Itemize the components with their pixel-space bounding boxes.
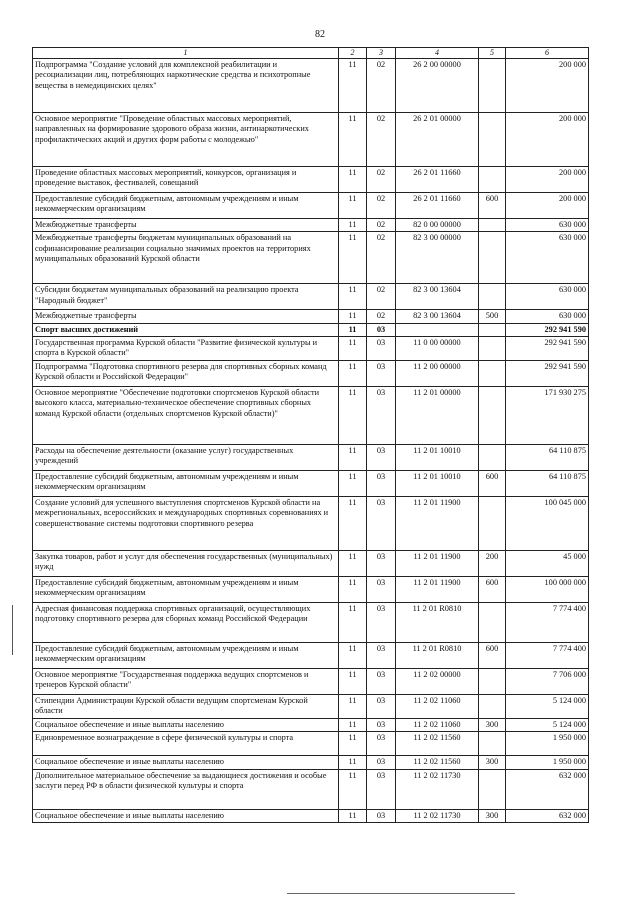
cell-name: Государственная программа Курской области "Развитие физической культуры и спорта в Курской области" xyxy=(33,337,339,361)
table-row xyxy=(33,361,589,387)
cell-expense-type xyxy=(479,669,506,695)
cell-expense-type xyxy=(479,232,506,284)
cell-target-article: 26 2 01 11660 xyxy=(396,167,479,193)
cell-expense-type: 600 xyxy=(479,643,506,669)
cell-target-article: 11 2 01 11900 xyxy=(396,497,479,551)
table-row xyxy=(33,232,589,284)
cell-target-article: 11 2 01 00000 xyxy=(396,387,479,445)
cell-subsection: 02 xyxy=(367,310,396,323)
cell-name: Дополнительное материальное обеспечение за выдающиеся достижения и особые заслуги перед РФ в области физической культуры и спорта xyxy=(33,769,339,809)
cell-expense-type xyxy=(479,167,506,193)
cell-name: Социальное обеспечение и иные выплаты населению xyxy=(33,756,339,769)
cell-subsection: 03 xyxy=(367,445,396,471)
cell-section: 11 xyxy=(339,603,367,643)
budget-table xyxy=(32,47,589,823)
table-row xyxy=(33,113,589,167)
cell-section: 11 xyxy=(339,497,367,551)
cell-expense-type xyxy=(479,603,506,643)
cell-section: 11 xyxy=(339,337,367,361)
cell-subsection: 03 xyxy=(367,643,396,669)
cell-amount: 630 000 xyxy=(506,284,589,310)
cell-subsection: 03 xyxy=(367,756,396,769)
cell-target-article: 11 2 02 00000 xyxy=(396,669,479,695)
cell-target-article xyxy=(396,323,479,336)
cell-target-article: 11 2 02 11060 xyxy=(396,695,479,719)
cell-subsection: 03 xyxy=(367,603,396,643)
cell-amount: 45 000 xyxy=(506,551,589,577)
cell-subsection: 03 xyxy=(367,361,396,387)
cell-name: Основное мероприятие "Проведение областных массовых мероприятий, направленных на формирование здорового образа жизни, антинаркотических профилактических акций и других форм работы с молодежью" xyxy=(33,113,339,167)
cell-amount: 292 941 590 xyxy=(506,337,589,361)
cell-name: Проведение областных массовых мероприятий, конкурсов, организация и проведение выставок, фестивалей, совещаний xyxy=(33,167,339,193)
cell-expense-type xyxy=(479,695,506,719)
cell-subsection: 02 xyxy=(367,59,396,113)
cell-section: 11 xyxy=(339,719,367,732)
cell-section: 11 xyxy=(339,769,367,809)
cell-name: Предоставление субсидий бюджетным, автономным учреждениям и иным некоммерческим организациям xyxy=(33,471,339,497)
cell-name: Социальное обеспечение и иные выплаты населению xyxy=(33,809,339,822)
table-row xyxy=(33,577,589,603)
cell-section: 11 xyxy=(339,219,367,232)
cell-subsection: 03 xyxy=(367,337,396,361)
cell-expense-type xyxy=(479,445,506,471)
cell-amount: 7 706 000 xyxy=(506,669,589,695)
table-row xyxy=(33,669,589,695)
cell-section: 11 xyxy=(339,232,367,284)
cell-name: Создание условий для успешного выступления спортсменов Курской области на межрегиональных, всероссийских и международных спортивных соревнованиях и совершенствование системы подготовки спортивного резерва xyxy=(33,497,339,551)
cell-target-article: 11 2 01 R0810 xyxy=(396,603,479,643)
cell-section: 11 xyxy=(339,643,367,669)
cell-section: 11 xyxy=(339,193,367,219)
table-body xyxy=(33,59,589,823)
column-header-amount: 6 xyxy=(506,48,589,59)
cell-expense-type xyxy=(479,59,506,113)
cell-name: Предоставление субсидий бюджетным, автономным учреждениям и иным некоммерческим организациям xyxy=(33,577,339,603)
cell-amount: 292 941 590 xyxy=(506,323,589,336)
cell-target-article: 11 2 01 10010 xyxy=(396,471,479,497)
cell-section: 11 xyxy=(339,445,367,471)
cell-target-article: 11 2 02 11560 xyxy=(396,756,479,769)
cell-subsection: 03 xyxy=(367,809,396,822)
cell-name: Расходы на обеспечение деятельности (оказание услуг) государственных учреждений xyxy=(33,445,339,471)
cell-target-article: 26 2 01 11660 xyxy=(396,193,479,219)
cell-target-article: 11 2 01 11900 xyxy=(396,577,479,603)
cell-section: 11 xyxy=(339,551,367,577)
cell-amount: 64 110 875 xyxy=(506,445,589,471)
table-row xyxy=(33,337,589,361)
cell-amount: 100 045 000 xyxy=(506,497,589,551)
cell-subsection: 03 xyxy=(367,695,396,719)
cell-name: Субсидии бюджетам муниципальных образований на реализацию проекта "Народный бюджет" xyxy=(33,284,339,310)
header-row xyxy=(33,48,589,59)
cell-target-article: 26 2 01 00000 xyxy=(396,113,479,167)
cell-section: 11 xyxy=(339,471,367,497)
cell-name: Основное мероприятие "Государственная поддержка ведущих спортсменов и тренеров Курской области" xyxy=(33,669,339,695)
column-header-expense-type: 5 xyxy=(479,48,506,59)
cell-amount: 632 000 xyxy=(506,769,589,809)
cell-target-article: 26 2 00 00000 xyxy=(396,59,479,113)
cell-name: Стипендии Администрации Курской области ведущим спортсменам Курской области xyxy=(33,695,339,719)
scan-artifact-line xyxy=(287,893,515,894)
cell-section: 11 xyxy=(339,695,367,719)
cell-name: Социальное обеспечение и иные выплаты населению xyxy=(33,719,339,732)
table-row xyxy=(33,497,589,551)
cell-name: Межбюджетные трансферты xyxy=(33,219,339,232)
cell-amount: 630 000 xyxy=(506,232,589,284)
cell-subsection: 02 xyxy=(367,232,396,284)
cell-subsection: 03 xyxy=(367,551,396,577)
cell-expense-type xyxy=(479,219,506,232)
cell-name: Межбюджетные трансферты xyxy=(33,310,339,323)
cell-subsection: 02 xyxy=(367,113,396,167)
cell-amount: 64 110 875 xyxy=(506,471,589,497)
cell-subsection: 02 xyxy=(367,284,396,310)
table-row xyxy=(33,310,589,323)
page-number: 82 xyxy=(315,29,325,40)
cell-expense-type: 600 xyxy=(479,193,506,219)
cell-expense-type: 200 xyxy=(479,551,506,577)
table-row xyxy=(33,769,589,809)
cell-section: 11 xyxy=(339,577,367,603)
cell-name: Подпрограмма "Подготовка спортивного резерва для спортивных сборных команд Курской области и Российской Федерации" xyxy=(33,361,339,387)
table-row xyxy=(33,219,589,232)
cell-expense-type: 300 xyxy=(479,719,506,732)
cell-section: 11 xyxy=(339,323,367,336)
cell-target-article: 11 2 02 11730 xyxy=(396,809,479,822)
table-row xyxy=(33,551,589,577)
cell-target-article: 11 2 02 11730 xyxy=(396,769,479,809)
cell-section: 11 xyxy=(339,59,367,113)
column-header-target-article: 4 xyxy=(396,48,479,59)
cell-expense-type: 300 xyxy=(479,809,506,822)
table-row xyxy=(33,445,589,471)
cell-expense-type xyxy=(479,769,506,809)
cell-expense-type: 500 xyxy=(479,310,506,323)
cell-expense-type xyxy=(479,361,506,387)
cell-expense-type: 600 xyxy=(479,471,506,497)
cell-expense-type xyxy=(479,113,506,167)
column-header-name: 1 xyxy=(33,48,339,59)
table-row xyxy=(33,59,589,113)
cell-section: 11 xyxy=(339,387,367,445)
cell-name: Предоставление субсидий бюджетным, автономным учреждениям и иным некоммерческим организациям xyxy=(33,193,339,219)
cell-subsection: 02 xyxy=(367,219,396,232)
cell-name: Основное мероприятие "Обеспечение подготовки спортсменов Курской области высокого класса, материально-техническое обеспечение спортивных сборных команд Курской области (отдельных спортсменов Курской области)" xyxy=(33,387,339,445)
cell-name: Закупка товаров, работ и услуг для обеспечения государственных (муниципальных) нужд xyxy=(33,551,339,577)
cell-amount: 5 124 000 xyxy=(506,719,589,732)
table-row xyxy=(33,719,589,732)
cell-amount: 1 950 000 xyxy=(506,732,589,756)
cell-subsection: 03 xyxy=(367,719,396,732)
cell-target-article: 11 2 01 10010 xyxy=(396,445,479,471)
cell-amount: 5 124 000 xyxy=(506,695,589,719)
cell-target-article: 82 0 00 00000 xyxy=(396,219,479,232)
cell-amount: 1 950 000 xyxy=(506,756,589,769)
cell-amount: 200 000 xyxy=(506,193,589,219)
cell-section: 11 xyxy=(339,310,367,323)
column-header-subsection: 3 xyxy=(367,48,396,59)
cell-target-article: 11 2 02 11560 xyxy=(396,732,479,756)
table-row xyxy=(33,167,589,193)
cell-target-article: 11 0 00 00000 xyxy=(396,337,479,361)
cell-subsection: 02 xyxy=(367,167,396,193)
cell-amount: 630 000 xyxy=(506,310,589,323)
cell-amount: 7 774 400 xyxy=(506,643,589,669)
table-row xyxy=(33,732,589,756)
cell-section: 11 xyxy=(339,756,367,769)
cell-expense-type: 600 xyxy=(479,577,506,603)
cell-subsection: 03 xyxy=(367,577,396,603)
cell-amount: 630 000 xyxy=(506,219,589,232)
cell-expense-type xyxy=(479,284,506,310)
cell-expense-type xyxy=(479,387,506,445)
cell-amount: 292 941 590 xyxy=(506,361,589,387)
cell-name: Адресная финансовая поддержка спортивных организаций, осуществляющих подготовку спортивного резерва для сборных команд Российской Федерации xyxy=(33,603,339,643)
cell-name: Межбюджетные трансферты бюджетам муниципальных образований на софинансирование реализации социально значимых проектов на территориях муниципальных образований Курской области xyxy=(33,232,339,284)
cell-amount: 200 000 xyxy=(506,167,589,193)
cell-expense-type xyxy=(479,337,506,361)
cell-section: 11 xyxy=(339,361,367,387)
column-header-section: 2 xyxy=(339,48,367,59)
cell-section: 11 xyxy=(339,669,367,695)
cell-section: 11 xyxy=(339,809,367,822)
cell-name: Единовременное вознаграждение в сфере физической культуры и спорта xyxy=(33,732,339,756)
cell-target-article: 11 2 00 00000 xyxy=(396,361,479,387)
cell-amount: 7 774 400 xyxy=(506,603,589,643)
cell-section: 11 xyxy=(339,732,367,756)
cell-expense-type xyxy=(479,732,506,756)
cell-amount: 200 000 xyxy=(506,113,589,167)
table-row xyxy=(33,471,589,497)
cell-name: Подпрограмма "Создание условий для комплексной реабилитации и ресоциализации лиц, потребляющих наркотические средства и психотропные вещества в немедицинских целях" xyxy=(33,59,339,113)
cell-target-article: 82 3 00 13604 xyxy=(396,284,479,310)
table-row xyxy=(33,603,589,643)
cell-section: 11 xyxy=(339,167,367,193)
cell-amount: 200 000 xyxy=(506,59,589,113)
table-row xyxy=(33,643,589,669)
cell-subsection: 03 xyxy=(367,387,396,445)
cell-subsection: 03 xyxy=(367,323,396,336)
table-row xyxy=(33,323,589,336)
table-row xyxy=(33,284,589,310)
cell-target-article: 82 3 00 00000 xyxy=(396,232,479,284)
cell-section: 11 xyxy=(339,284,367,310)
cell-subsection: 03 xyxy=(367,669,396,695)
cell-target-article: 82 3 00 13604 xyxy=(396,310,479,323)
cell-target-article: 11 2 01 11900 xyxy=(396,551,479,577)
table-row xyxy=(33,193,589,219)
cell-target-article: 11 2 01 R0810 xyxy=(396,643,479,669)
cell-amount: 100 000 000 xyxy=(506,577,589,603)
cell-subsection: 03 xyxy=(367,769,396,809)
cell-expense-type: 300 xyxy=(479,756,506,769)
cell-amount: 632 000 xyxy=(506,809,589,822)
cell-target-article: 11 2 02 11060 xyxy=(396,719,479,732)
cell-name: Предоставление субсидий бюджетным, автономным учреждениям и иным некоммерческим организациям xyxy=(33,643,339,669)
cell-subsection: 02 xyxy=(367,193,396,219)
cell-section: 11 xyxy=(339,113,367,167)
cell-expense-type xyxy=(479,323,506,336)
table-row xyxy=(33,387,589,445)
cell-expense-type xyxy=(479,497,506,551)
table-row xyxy=(33,756,589,769)
cell-subsection: 03 xyxy=(367,497,396,551)
scan-artifact-line xyxy=(12,605,13,655)
cell-name: Спорт высших достижений xyxy=(33,323,339,336)
table-row xyxy=(33,695,589,719)
cell-subsection: 03 xyxy=(367,471,396,497)
cell-amount: 171 930 275 xyxy=(506,387,589,445)
table-row xyxy=(33,809,589,822)
cell-subsection: 03 xyxy=(367,732,396,756)
